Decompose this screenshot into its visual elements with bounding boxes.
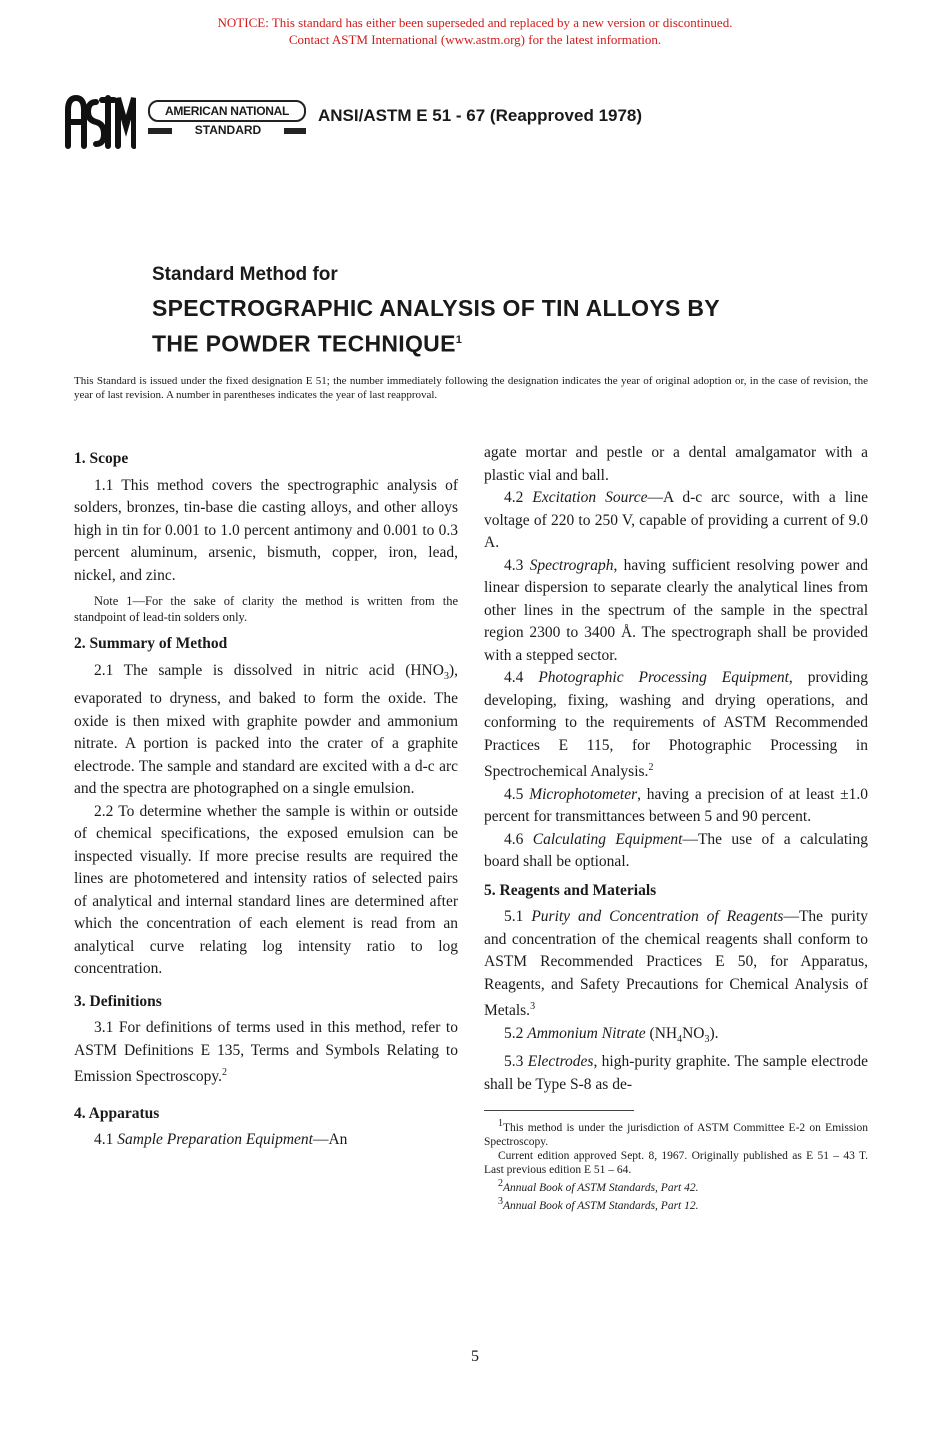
section-4-6	[484, 829, 868, 874]
s4-4-num: 4.4	[504, 669, 539, 686]
title-kicker: Standard Method for	[152, 264, 338, 285]
s4-4-rest: , providing developing, fixing, washing and drying operations, and conforming to the requirements of ASTM Recommended Practices E 115, for Photographic Processing in Spectrochemical Analysis.	[484, 669, 869, 781]
section-4-1	[74, 1129, 458, 1152]
s4-4-title: Photographic Processing Equipment	[538, 669, 789, 686]
section-4-5	[484, 784, 868, 829]
s4-3-rest: , having sufficient resolving power and linear dispersion to separate clearly the analytical lines from other lines in the spectrum of the sample in the spectral region 2300 to 3400 Å. The spectrograph shall be provided with a stepped sector.	[484, 556, 868, 664]
right-column	[484, 442, 868, 1213]
title-block	[152, 264, 872, 360]
badge-top-text: AMERICAN NATIONAL	[148, 100, 306, 122]
s4-5-num: 4.5	[504, 785, 530, 803]
s5-1-fn: 3	[530, 1001, 536, 1013]
section-3-heading: 3. Definitions	[74, 992, 162, 1010]
section-4-4	[484, 667, 868, 784]
footnote-2: $^2$Annual Book of ASTM Standards, Part 42.	[498, 1178, 699, 1195]
section-4-heading: 4. Apparatus	[74, 1104, 160, 1122]
s4-2-rest: —A d-c arc source, with a line voltage of 220 to 250 V, capable of providing a current of 9.0 A.	[484, 489, 869, 551]
footnote-3-text: Annual Book of ASTM Standards, Part 12.	[503, 1199, 699, 1212]
s4-1-num: 4.1	[94, 1131, 118, 1149]
section-4-3	[484, 555, 868, 668]
designation: ANSI/ASTM E 51 - 67 (Reapproved 1978)	[318, 106, 643, 125]
s3-1-fn: 2	[221, 1067, 227, 1079]
section-4-1-continued: agate mortar and pestle or a dental amalgamator with a plastic vial and ball.	[484, 444, 868, 484]
section-2-1	[74, 660, 458, 801]
s4-3-title: Spectrograph	[529, 556, 614, 574]
section-1-1: 1.1 This method covers the spectrographic analysis of solders, bronzes, tin-base die casting alloys, and other alloys high in tin for 0.001 to 1.0 percent antimony and 0.001 to 0.3 percent aluminum, arsenic, bismuth, copper, iron, lead, nickel, and zinc.	[74, 476, 458, 584]
s5-3-rest: , high-purity graphite. The sample electrode shall be Type S-8 as de-	[484, 1053, 869, 1093]
ansi-badge	[148, 100, 308, 140]
footnotes	[484, 1117, 868, 1212]
s4-2-title: Excitation Source	[532, 489, 648, 506]
s4-5-title: Microphotometer	[529, 785, 638, 803]
s4-4-fn: 2	[648, 762, 654, 773]
section-5-3	[484, 1051, 868, 1096]
footnote-1-text: This method is under the jurisdiction of ASTM Committee E-2 on Emission Spectroscopy.	[484, 1122, 868, 1149]
s3-1-text: 3.1 For definitions of terms used in this method, refer to ASTM Definitions E 135, Terms and Symbols Relating to Emission Spectroscopy.	[74, 1019, 458, 1086]
title-line-2	[152, 324, 872, 360]
s2-1-text-a: 2.1 The sample is dissolved in nitric acid (HNO	[94, 661, 444, 679]
s5-1-num: 5.1	[504, 908, 532, 926]
s4-6-rest: —The use of a calculating board shall be optional.	[484, 830, 868, 871]
s4-1-rest: —An	[312, 1131, 348, 1149]
footnote-rule	[484, 1110, 634, 1117]
section-5-2	[484, 1023, 868, 1052]
footnote-3: $^3$Annual Book of ASTM Standards, Part 12.	[498, 1196, 699, 1212]
badge-bottom-text: STANDARD	[194, 123, 262, 137]
s5-2-num: 5.2	[504, 1024, 528, 1042]
s5-2-a: (NH	[645, 1024, 678, 1042]
s5-2-sub1: 4	[677, 1033, 683, 1045]
note-1: Note 1—For the sake of clarity the method is written from the standpoint of lead-tin solders only.	[74, 594, 458, 624]
notice-line-1: NOTICE: This standard has either been superseded and replaced by a new version or discontinued.	[217, 15, 733, 30]
title-footnote-mark: 1	[455, 334, 463, 346]
s5-1-rest: —The purity and concentration of the chemical reagents shall conform to ASTM Recommended Practices E 50, for Apparatus, Reagents, and Safety Precautions for Chemical Analysis of Metals.	[484, 908, 869, 1020]
s2-1-sub: 3	[443, 670, 449, 682]
s5-3-title: Electrodes	[527, 1053, 594, 1071]
issue-note: This Standard is issued under the fixed designation E 51; the number immediately following the designation indicates the year of original adoption or, in the case of revision, the year of last revision. A number in parentheses indicates the year of last reapproval.	[74, 375, 868, 401]
s4-3-num: 4.3	[504, 556, 530, 574]
notice	[0, 14, 950, 48]
s5-3-num: 5.3	[504, 1053, 528, 1071]
s4-2-num: 4.2	[504, 489, 533, 506]
s5-2-sub2: 3	[704, 1033, 710, 1045]
footnote-2-text: Annual Book of ASTM Standards, Part 42.	[503, 1182, 699, 1195]
title-line-1: SPECTROGRAPHIC ANALYSIS OF TIN ALLOYS BY	[152, 295, 720, 321]
s2-1-text-b: ), evaporated to dryness, and baked to form the oxide. The oxide is then mixed with graphite powder and ammonium nitrate. A portion is packed into the crater of a graphite electrode. The sample and standard are excited with a d-c arc and the spectra are photographed on a single emulsion.	[74, 661, 458, 798]
section-1-heading: 1. Scope	[74, 450, 129, 467]
s5-2-title: Ammonium Nitrate	[527, 1024, 646, 1042]
s4-1-title: Sample Preparation Equipment	[117, 1131, 313, 1149]
section-5-heading: 5. Reagents and Materials	[484, 881, 657, 899]
left-column	[74, 442, 458, 1152]
footnote-1: $^1$This method is under the jurisdiction of ASTM Committee E-2 on Emission Spectroscopy.	[484, 1118, 868, 1149]
s4-6-num: 4.6	[504, 830, 533, 848]
page-number: 5	[471, 1348, 479, 1365]
badge-bar-right	[284, 128, 306, 134]
header	[62, 92, 882, 152]
astm-logo-icon	[62, 92, 136, 150]
section-2-heading: 2. Summary of Method	[74, 635, 228, 652]
s5-1-title: Purity and Concentration of Reagents	[531, 908, 784, 926]
s5-2-b: NO	[682, 1024, 705, 1042]
section-5-1	[484, 906, 868, 1023]
title-line-2-text: THE POWDER TECHNIQUE	[152, 330, 456, 357]
s5-2-c: ).	[709, 1024, 719, 1042]
section-2-2: 2.2 To determine whether the sample is within or outside of chemical specifications, the exposed emulsion can be inspected visually. If more precise results are required the lines are photometered and intensity ratios of selected pairs of analytical and internal standard lines are determined after which the concentration of each element is read from an analytical curve relating log intensity ratio to log concentration.	[74, 802, 458, 978]
s4-6-title: Calculating Equipment	[532, 830, 683, 848]
section-3-1	[74, 1017, 458, 1089]
s4-5-rest: , having a precision of at least ±1.0 percent for transmittances between 5 and 90 percent.	[484, 785, 869, 826]
section-4-2	[484, 487, 868, 555]
notice-line-2: Contact ASTM International (www.astm.org) for the latest information.	[288, 32, 662, 47]
footnote-1b: Current edition approved Sept. 8, 1967. Originally published as E 51 – 43 T. Last previous edition E 51 – 64.	[484, 1150, 868, 1177]
